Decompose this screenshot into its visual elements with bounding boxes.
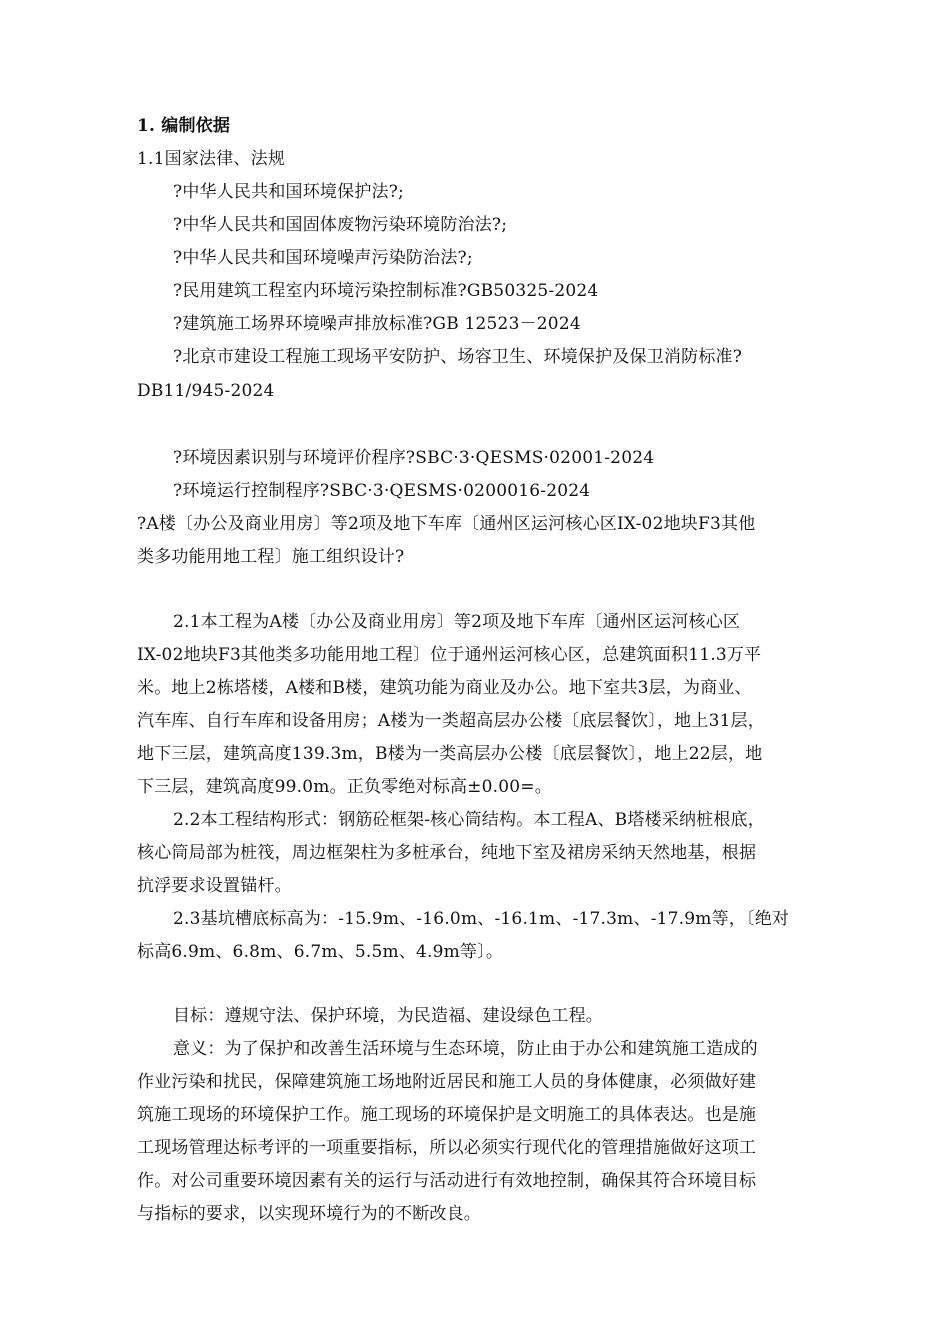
law-item: ?建筑施工场界环境噪声排放标准?GB 12523－2024	[173, 314, 581, 334]
meaning-line: 作业污染和扰民，保障建筑施工场地附近居民和施工人员的身体健康，必须做好建	[137, 1072, 757, 1092]
meaning-line: 与指标的要求，以实现环境行为的不断改良。	[137, 1204, 481, 1224]
paragraph-line: 地下三层，建筑高度139.3m，B楼为一类高层办公楼〔底层餐饮〕，地上22层，地	[137, 744, 763, 764]
law-item: ?中华人民共和国固体废物污染环境防治法?;	[173, 215, 508, 235]
paragraph-line: 下三层，建筑高度99.0m。正负零绝对标高±0.00=。	[137, 777, 552, 797]
paragraph-line: IX-02地块F3其他类多功能用地工程〕位于通州运河核心区，总建筑面积11.3万平	[137, 645, 762, 665]
section-heading: 1. 编制依据	[137, 116, 231, 136]
design-doc-line: ?A楼〔办公及商业用房〕等2项及地下车库〔通州区运河核心区IX-02地块F3其他	[137, 514, 756, 534]
paragraph-line: 汽车库、自行车库和设备用房；A楼为一类超高层办公楼〔底层餐饮〕，地上31层，	[137, 711, 766, 731]
law-item: ?中华人民共和国环境噪声污染防治法?;	[173, 248, 473, 268]
design-doc-line: 类多功能用地工程〕施工组织设计?	[137, 547, 405, 567]
subsection-title: 1.1国家法律、法规	[137, 149, 286, 169]
paragraph-line: 2.2本工程结构形式：钢筋砼框架-核心筒结构。本工程A、B塔楼采纳桩根底，	[173, 810, 765, 830]
meaning-line: 工现场管理达标考评的一项重要指标，所以必须实行现代化的管理措施做好这项工	[137, 1138, 757, 1158]
paragraph-line: 标高6.9m、6.8m、6.7m、5.5m、4.9m等〕。	[137, 942, 504, 962]
paragraph-line: 米。地上2栋塔楼，A楼和B楼，建筑功能为商业及办公。地下室共3层，为商业、	[137, 678, 752, 698]
meaning-line: 筑施工现场的环境保护工作。施工现场的环境保护是文明施工的具体表达。也是施	[137, 1105, 757, 1125]
law-item: ?中华人民共和国环境保护法?;	[173, 182, 404, 202]
paragraph-line: 2.1本工程为A楼〔办公及商业用房〕等2项及地下车库〔通州区运河核心区	[173, 612, 741, 632]
standard-title: ?北京市建设工程施工现场平安防护、场容卫生、环境保护及保卫消防标准?	[173, 347, 743, 367]
standard-code: DB11/945-2024	[137, 381, 275, 401]
meaning-line: 作。对公司重要环境因素有关的运行与活动进行有效地控制，确保其符合环境目标	[137, 1171, 757, 1191]
paragraph-line: 抗浮要求设置锚杆。	[137, 876, 292, 896]
paragraph-line: 2.3基坑槽底标高为：-15.9m、-16.0m、-16.1m、-17.3m、-17.9m等，〔绝对	[173, 909, 790, 929]
meaning-line: 意义：为了保护和改善生活环境与生态环境，防止由于办公和建筑施工造成的	[173, 1039, 758, 1059]
paragraph-line: 核心筒局部为桩筏，周边框架柱为多桩承台，纯地下室及裙房采纳天然地基，根据	[137, 843, 757, 863]
procedure-item: ?环境因素识别与环境评价程序?SBC·3·QESMS·02001-2024	[173, 448, 655, 468]
goal-line: 目标：遵规守法、保护环境，为民造福、建设绿色工程。	[173, 1006, 603, 1026]
law-item: ?民用建筑工程室内环境污染控制标准?GB50325-2024	[173, 281, 599, 301]
procedure-item: ?环境运行控制程序?SBC·3·QESMS·0200016-2024	[173, 481, 591, 501]
